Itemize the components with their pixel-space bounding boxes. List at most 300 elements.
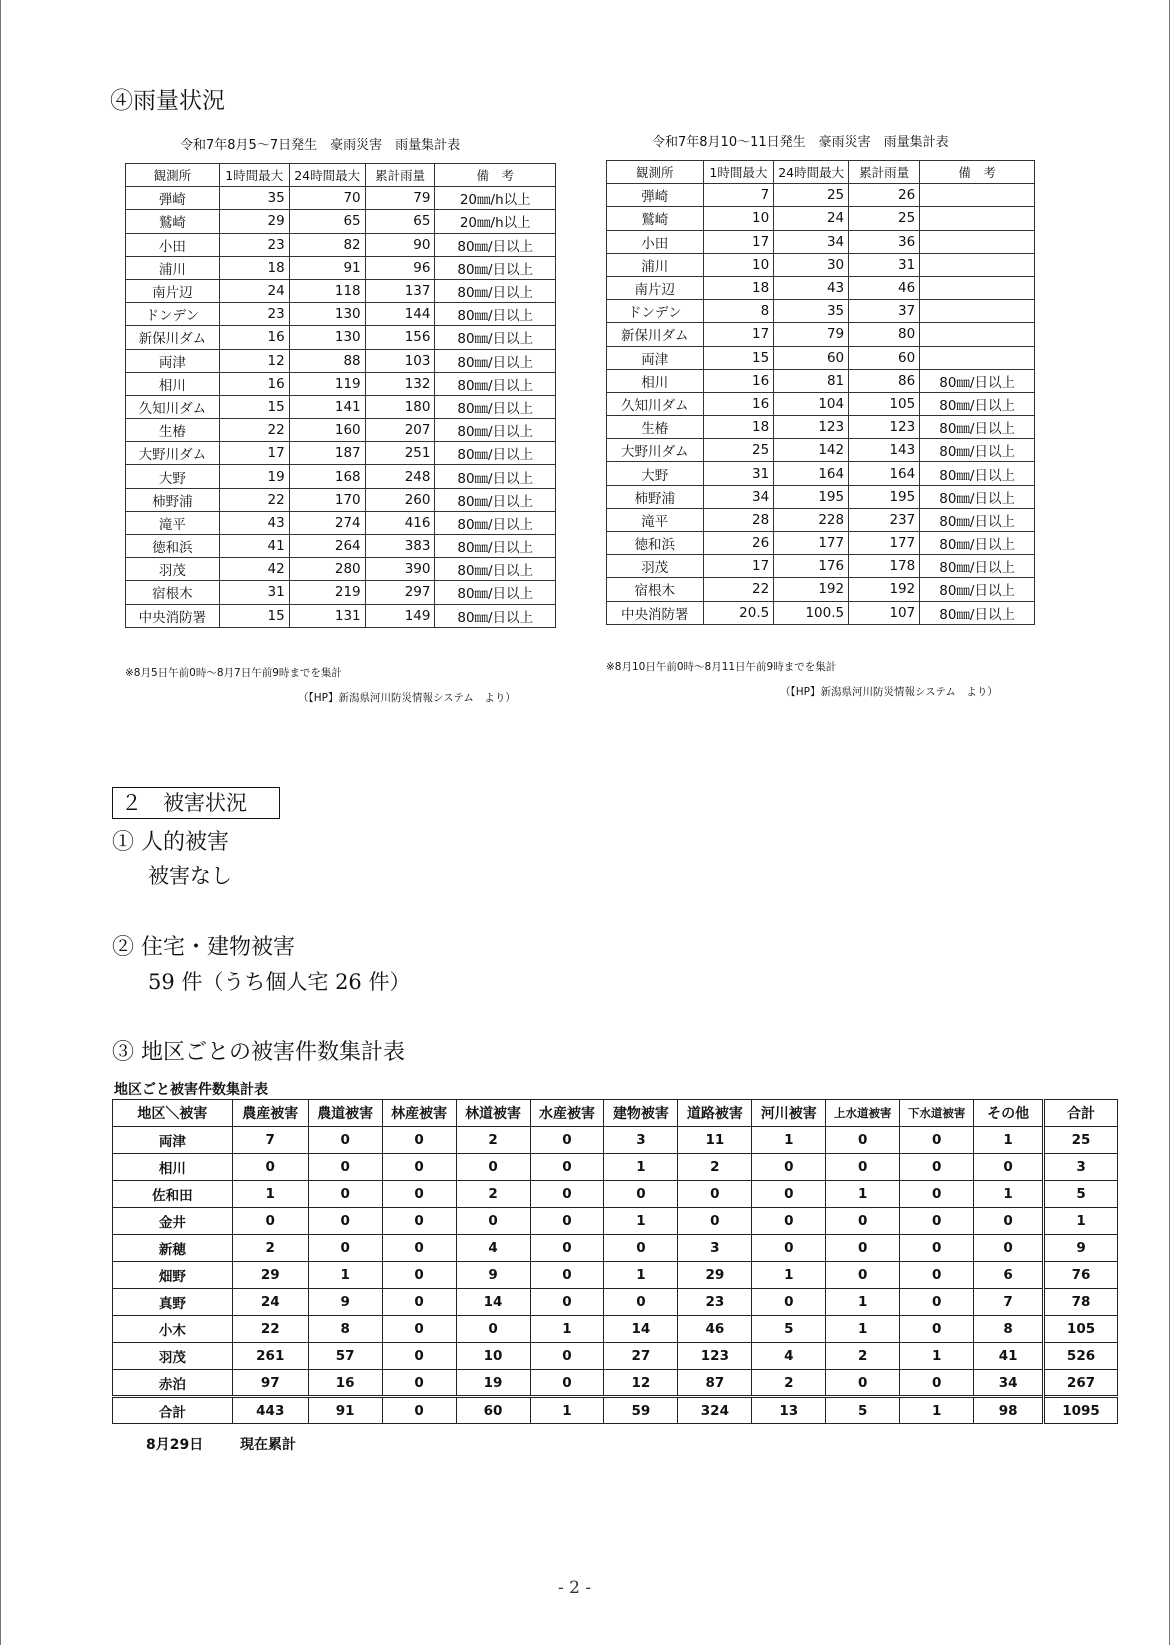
- rainfall-value: 60: [774, 346, 849, 369]
- rainfall-value: 31: [219, 581, 289, 604]
- damage-count: 1: [530, 1316, 604, 1343]
- remark-cell: 80㎜/日以上: [920, 439, 1035, 462]
- rainfall-value: 130: [289, 326, 365, 349]
- column-header: 1時間最大: [219, 164, 289, 187]
- district-name: 真野: [113, 1289, 233, 1316]
- remark-cell: 80㎜/日以上: [435, 558, 556, 581]
- rainfall-value: 177: [774, 532, 849, 555]
- remark-cell: [920, 323, 1035, 346]
- station-name: 新保川ダム: [607, 323, 704, 346]
- rainfall-value: 123: [849, 416, 920, 439]
- station-name: 弾崎: [607, 184, 704, 207]
- remark-cell: 80㎜/日以上: [435, 326, 556, 349]
- district-name: 小木: [113, 1316, 233, 1343]
- rainfall-value: 123: [774, 416, 849, 439]
- damage-count: 0: [900, 1235, 974, 1262]
- rainfall-value: 274: [289, 511, 365, 534]
- page-border-left: [0, 0, 1, 1645]
- damage-count: 16: [308, 1370, 382, 1397]
- rainfall-value: 164: [774, 462, 849, 485]
- district-name: 佐和田: [113, 1181, 233, 1208]
- station-name: 徳和浜: [126, 535, 220, 558]
- damage-count: 0: [382, 1208, 456, 1235]
- damage-count: 8: [974, 1316, 1044, 1343]
- rainfall-value: 37: [849, 300, 920, 323]
- rainfall-value: 34: [703, 485, 774, 508]
- damage-count: 0: [382, 1397, 456, 1424]
- damage-count: 1: [974, 1127, 1044, 1154]
- item-2-text: 59 件（うち個人宅 26 件）: [148, 970, 411, 994]
- rainfall-value: 260: [365, 488, 435, 511]
- total-value: 25: [1044, 1127, 1118, 1154]
- rainfall-value: 20.5: [703, 601, 774, 624]
- damage-count: 0: [974, 1154, 1044, 1181]
- table-row: [607, 578, 1035, 601]
- damage-count: 261: [232, 1343, 308, 1370]
- damage-count: 60: [456, 1397, 530, 1424]
- damage-count: 10: [456, 1343, 530, 1370]
- rainfall-value: 65: [365, 210, 435, 233]
- damage-count: 87: [678, 1370, 752, 1397]
- remark-cell: 80㎜/日以上: [435, 419, 556, 442]
- column-header: 備 考: [435, 164, 556, 187]
- rainfall-value: 24: [219, 279, 289, 302]
- damage-count: 0: [974, 1208, 1044, 1235]
- rainfall-value: 60: [849, 346, 920, 369]
- rainfall-value: 103: [365, 349, 435, 372]
- damage-count: 46: [678, 1316, 752, 1343]
- remark-cell: 80㎜/日以上: [435, 233, 556, 256]
- rainfall-value: 17: [703, 323, 774, 346]
- damage-count: 0: [382, 1316, 456, 1343]
- rainfall-value: 187: [289, 442, 365, 465]
- damage-count: 97: [232, 1370, 308, 1397]
- rainfall-value: 178: [849, 555, 920, 578]
- rainfall-value: 81: [774, 369, 849, 392]
- damage-count: 0: [900, 1316, 974, 1343]
- column-header: 地区＼被害: [113, 1100, 233, 1127]
- table-row: [113, 1208, 1118, 1235]
- damage-count: 1: [308, 1262, 382, 1289]
- damage-count: 1: [900, 1397, 974, 1424]
- damage-count: 0: [974, 1235, 1044, 1262]
- rainfall-value: 8: [703, 300, 774, 323]
- table-row: [607, 253, 1035, 276]
- remark-cell: 80㎜/日以上: [435, 303, 556, 326]
- table-row: [607, 369, 1035, 392]
- remark-cell: [920, 207, 1035, 230]
- damage-count: 0: [382, 1289, 456, 1316]
- rainfall-value: 43: [219, 511, 289, 534]
- rainfall-value: 23: [219, 233, 289, 256]
- damage-count: 59: [604, 1397, 678, 1424]
- table-row: [607, 184, 1035, 207]
- rainfall-value: 41: [219, 535, 289, 558]
- rainfall-value: 96: [365, 256, 435, 279]
- remark-cell: [920, 346, 1035, 369]
- damage-count: 0: [604, 1289, 678, 1316]
- rainfall-value: 26: [703, 532, 774, 555]
- district-name: 両津: [113, 1127, 233, 1154]
- damage-count: 1: [974, 1181, 1044, 1208]
- remark-cell: 80㎜/日以上: [920, 392, 1035, 415]
- remark-cell: 80㎜/日以上: [920, 578, 1035, 601]
- damage-count: 14: [456, 1289, 530, 1316]
- station-name: 南片辺: [126, 279, 220, 302]
- damage-count: 9: [308, 1289, 382, 1316]
- rainfall-value: 15: [703, 346, 774, 369]
- damage-count: 0: [826, 1154, 900, 1181]
- remark-cell: 80㎜/日以上: [435, 395, 556, 418]
- station-name: 浦川: [607, 253, 704, 276]
- damage-count: 0: [456, 1316, 530, 1343]
- station-name: 徳和浜: [607, 532, 704, 555]
- damage-count: 2: [456, 1181, 530, 1208]
- rainfall-value: 10: [703, 253, 774, 276]
- rainfall-value: 88: [289, 349, 365, 372]
- remark-cell: 80㎜/日以上: [435, 581, 556, 604]
- rainfall-value: 90: [365, 233, 435, 256]
- column-header: 24時間最大: [289, 164, 365, 187]
- rain-table-2: [606, 160, 1035, 625]
- damage-count: 0: [530, 1127, 604, 1154]
- table-row: [126, 279, 556, 302]
- rainfall-value: 15: [219, 395, 289, 418]
- damage-count: 91: [308, 1397, 382, 1424]
- remark-cell: 80㎜/日以上: [435, 372, 556, 395]
- station-name: 生椿: [607, 416, 704, 439]
- station-name: 中央消防署: [126, 604, 220, 627]
- column-header: 下水道被害: [900, 1100, 974, 1127]
- rainfall-value: 237: [849, 508, 920, 531]
- station-name: 大野: [126, 465, 220, 488]
- damage-count: 27: [604, 1343, 678, 1370]
- damage-count: 0: [900, 1181, 974, 1208]
- station-name: 宿根木: [607, 578, 704, 601]
- rainfall-value: 80: [849, 323, 920, 346]
- rainfall-value: 42: [219, 558, 289, 581]
- damage-count: 0: [752, 1289, 826, 1316]
- remark-cell: 80㎜/日以上: [435, 604, 556, 627]
- table-row: [126, 256, 556, 279]
- table-row: [607, 462, 1035, 485]
- damage-count: 0: [826, 1235, 900, 1262]
- remark-cell: 20㎜/h以上: [435, 187, 556, 210]
- item-1-text: 被害なし: [148, 864, 232, 888]
- rainfall-value: 17: [703, 555, 774, 578]
- table-row: [113, 1235, 1118, 1262]
- damage-count: 4: [752, 1343, 826, 1370]
- remark-cell: 20㎜/h以上: [435, 210, 556, 233]
- total-value: 105: [1044, 1316, 1118, 1343]
- total-value: 78: [1044, 1289, 1118, 1316]
- rainfall-value: 28: [703, 508, 774, 531]
- table-row: [126, 326, 556, 349]
- damage-count: 22: [232, 1316, 308, 1343]
- table-row: [126, 419, 556, 442]
- rainfall-value: 31: [849, 253, 920, 276]
- rainfall-value: 280: [289, 558, 365, 581]
- remark-cell: 80㎜/日以上: [435, 511, 556, 534]
- damage-count: 34: [974, 1370, 1044, 1397]
- table-row: [126, 581, 556, 604]
- table-row: [126, 488, 556, 511]
- rainfall-value: 18: [703, 276, 774, 299]
- rainfall-value: 30: [774, 253, 849, 276]
- rainfall-value: 130: [289, 303, 365, 326]
- rainfall-value: 19: [219, 465, 289, 488]
- damage-count: 0: [900, 1262, 974, 1289]
- damage-count: 2: [826, 1343, 900, 1370]
- damage-count: 6: [974, 1262, 1044, 1289]
- rainfall-value: 264: [289, 535, 365, 558]
- rainfall-value: 22: [703, 578, 774, 601]
- rainfall-value: 23: [219, 303, 289, 326]
- rainfall-value: 16: [219, 326, 289, 349]
- rain-table-2-caption: 令和7年8月10〜11日発生 豪雨災害 雨量集計表: [652, 135, 949, 150]
- station-name: 鷲崎: [607, 207, 704, 230]
- column-header: 累計雨量: [849, 161, 920, 184]
- rainfall-value: 383: [365, 535, 435, 558]
- rainfall-value: 132: [365, 372, 435, 395]
- rain-table-1-note: ※8月5日午前0時〜8月7日午前9時までを集計: [125, 667, 342, 679]
- column-header: 累計雨量: [365, 164, 435, 187]
- damage-count: 0: [530, 1181, 604, 1208]
- damage-count: 41: [974, 1343, 1044, 1370]
- damage-count: 1: [752, 1127, 826, 1154]
- damage-count: 23: [678, 1289, 752, 1316]
- rainfall-value: 137: [365, 279, 435, 302]
- remark-cell: 80㎜/日以上: [920, 601, 1035, 624]
- damage-count: 0: [308, 1127, 382, 1154]
- station-name: 南片辺: [607, 276, 704, 299]
- rainfall-value: 390: [365, 558, 435, 581]
- damage-count: 57: [308, 1343, 382, 1370]
- damage-count: 12: [604, 1370, 678, 1397]
- damage-count: 7: [232, 1127, 308, 1154]
- damage-count: 0: [382, 1154, 456, 1181]
- damage-count: 0: [826, 1370, 900, 1397]
- rainfall-value: 29: [219, 210, 289, 233]
- item-1-title: ① 人的被害: [112, 830, 229, 855]
- damage-count: 123: [678, 1343, 752, 1370]
- table-row: [607, 230, 1035, 253]
- district-name: 赤泊: [113, 1370, 233, 1397]
- rainfall-value: 180: [365, 395, 435, 418]
- rainfall-value: 7: [703, 184, 774, 207]
- damage-count: 324: [678, 1397, 752, 1424]
- rainfall-value: 416: [365, 511, 435, 534]
- table-row: [607, 439, 1035, 462]
- rainfall-value: 170: [289, 488, 365, 511]
- damage-count: 2: [232, 1235, 308, 1262]
- column-header: 24時間最大: [774, 161, 849, 184]
- station-name: 両津: [607, 346, 704, 369]
- remark-cell: [920, 300, 1035, 323]
- rainfall-value: 25: [849, 207, 920, 230]
- remark-cell: 80㎜/日以上: [435, 488, 556, 511]
- table-row: [607, 416, 1035, 439]
- table-row: [607, 532, 1035, 555]
- column-header: 観測所: [607, 161, 704, 184]
- rainfall-value: 176: [774, 555, 849, 578]
- remark-cell: 80㎜/日以上: [920, 508, 1035, 531]
- table-row: [607, 508, 1035, 531]
- table-row: [607, 555, 1035, 578]
- rainfall-value: 105: [849, 392, 920, 415]
- damage-count: 7: [974, 1289, 1044, 1316]
- damage-table: [112, 1099, 1118, 1424]
- station-name: 浦川: [126, 256, 220, 279]
- remark-cell: 80㎜/日以上: [435, 279, 556, 302]
- rainfall-value: 195: [774, 485, 849, 508]
- total-value: 3: [1044, 1154, 1118, 1181]
- table-row: [113, 1397, 1118, 1424]
- damage-count: 443: [232, 1397, 308, 1424]
- damage-count: 1: [604, 1208, 678, 1235]
- damage-date-note: 現在累計: [240, 1437, 296, 1453]
- damage-count: 1: [826, 1316, 900, 1343]
- damage-count: 0: [382, 1235, 456, 1262]
- table-row: [113, 1316, 1118, 1343]
- station-name: 柿野浦: [126, 488, 220, 511]
- station-name: 滝平: [126, 511, 220, 534]
- rainfall-value: 70: [289, 187, 365, 210]
- rainfall-value: 31: [703, 462, 774, 485]
- damage-count: 13: [752, 1397, 826, 1424]
- station-name: 鷲崎: [126, 210, 220, 233]
- table-row: [126, 511, 556, 534]
- table-row: [126, 210, 556, 233]
- remark-cell: 80㎜/日以上: [435, 349, 556, 372]
- rainfall-value: 91: [289, 256, 365, 279]
- total-value: 5: [1044, 1181, 1118, 1208]
- station-name: 中央消防署: [607, 601, 704, 624]
- district-name: 羽茂: [113, 1343, 233, 1370]
- rainfall-value: 22: [219, 419, 289, 442]
- damage-count: 24: [232, 1289, 308, 1316]
- district-name: 合計: [113, 1397, 233, 1424]
- table-row: [113, 1370, 1118, 1397]
- rainfall-value: 164: [849, 462, 920, 485]
- station-name: 相川: [607, 369, 704, 392]
- rain-table-1-caption: 令和7年8月5〜7日発生 豪雨災害 雨量集計表: [180, 138, 461, 153]
- station-name: 生椿: [126, 419, 220, 442]
- remark-cell: [920, 253, 1035, 276]
- damage-count: 1: [900, 1343, 974, 1370]
- station-name: 滝平: [607, 508, 704, 531]
- column-header: 備 考: [920, 161, 1035, 184]
- damage-count: 4: [456, 1235, 530, 1262]
- station-name: 久知川ダム: [607, 392, 704, 415]
- damage-date: 8月29日: [146, 1437, 204, 1453]
- rainfall-value: 35: [774, 300, 849, 323]
- column-header: 農産被害: [232, 1100, 308, 1127]
- rainfall-value: 15: [219, 604, 289, 627]
- damage-count: 0: [900, 1208, 974, 1235]
- station-name: 久知川ダム: [126, 395, 220, 418]
- rainfall-value: 160: [289, 419, 365, 442]
- remark-cell: 80㎜/日以上: [920, 369, 1035, 392]
- damage-count: 2: [678, 1154, 752, 1181]
- table-row: [607, 300, 1035, 323]
- station-name: 大野川ダム: [126, 442, 220, 465]
- rain-table-2-source: （【HP】新潟県河川防災情報システム より）: [780, 686, 998, 698]
- remark-cell: 80㎜/日以上: [435, 465, 556, 488]
- damage-count: 0: [530, 1262, 604, 1289]
- column-header: 1時間最大: [703, 161, 774, 184]
- remark-cell: 80㎜/日以上: [920, 462, 1035, 485]
- rainfall-value: 46: [849, 276, 920, 299]
- damage-count: 0: [232, 1208, 308, 1235]
- rainfall-value: 192: [774, 578, 849, 601]
- remark-cell: 80㎜/日以上: [435, 442, 556, 465]
- rainfall-value: 35: [219, 187, 289, 210]
- damage-count: 14: [604, 1316, 678, 1343]
- damage-count: 1: [232, 1181, 308, 1208]
- rainfall-value: 16: [703, 392, 774, 415]
- remark-cell: [920, 184, 1035, 207]
- rain-table-1-source: （【HP】新潟県河川防災情報システム より）: [298, 692, 516, 704]
- damage-count: 1: [530, 1397, 604, 1424]
- table-row: [607, 485, 1035, 508]
- station-name: 柿野浦: [607, 485, 704, 508]
- table-row: [113, 1343, 1118, 1370]
- page-number: - 2 -: [558, 1578, 592, 1598]
- total-value: 9: [1044, 1235, 1118, 1262]
- rainfall-value: 251: [365, 442, 435, 465]
- damage-count: 0: [456, 1208, 530, 1235]
- station-name: 弾崎: [126, 187, 220, 210]
- rainfall-value: 141: [289, 395, 365, 418]
- column-header: 林産被害: [382, 1100, 456, 1127]
- table-row: [113, 1262, 1118, 1289]
- rainfall-value: 297: [365, 581, 435, 604]
- damage-count: 0: [826, 1127, 900, 1154]
- rainfall-value: 168: [289, 465, 365, 488]
- table-row: [126, 604, 556, 627]
- rainfall-value: 10: [703, 207, 774, 230]
- rainfall-value: 119: [289, 372, 365, 395]
- rainfall-value: 43: [774, 276, 849, 299]
- remark-cell: 80㎜/日以上: [920, 555, 1035, 578]
- damage-count: 0: [530, 1154, 604, 1181]
- rainfall-value: 16: [219, 372, 289, 395]
- damage-count: 29: [232, 1262, 308, 1289]
- rainfall-value: 36: [849, 230, 920, 253]
- damage-count: 5: [752, 1316, 826, 1343]
- remark-cell: [920, 276, 1035, 299]
- table-row: [607, 346, 1035, 369]
- column-header: 建物被害: [604, 1100, 678, 1127]
- damage-count: 0: [678, 1208, 752, 1235]
- damage-count: 98: [974, 1397, 1044, 1424]
- total-value: 1095: [1044, 1397, 1118, 1424]
- rainfall-value: 149: [365, 604, 435, 627]
- table-row: [126, 303, 556, 326]
- rainfall-value: 104: [774, 392, 849, 415]
- rainfall-value: 131: [289, 604, 365, 627]
- damage-count: 0: [382, 1181, 456, 1208]
- rainfall-value: 228: [774, 508, 849, 531]
- rainfall-value: 25: [703, 439, 774, 462]
- table-row: [126, 349, 556, 372]
- table-row: [607, 392, 1035, 415]
- damage-count: 5: [826, 1397, 900, 1424]
- station-name: 小田: [126, 233, 220, 256]
- damage-count: 0: [530, 1235, 604, 1262]
- rainfall-value: 144: [365, 303, 435, 326]
